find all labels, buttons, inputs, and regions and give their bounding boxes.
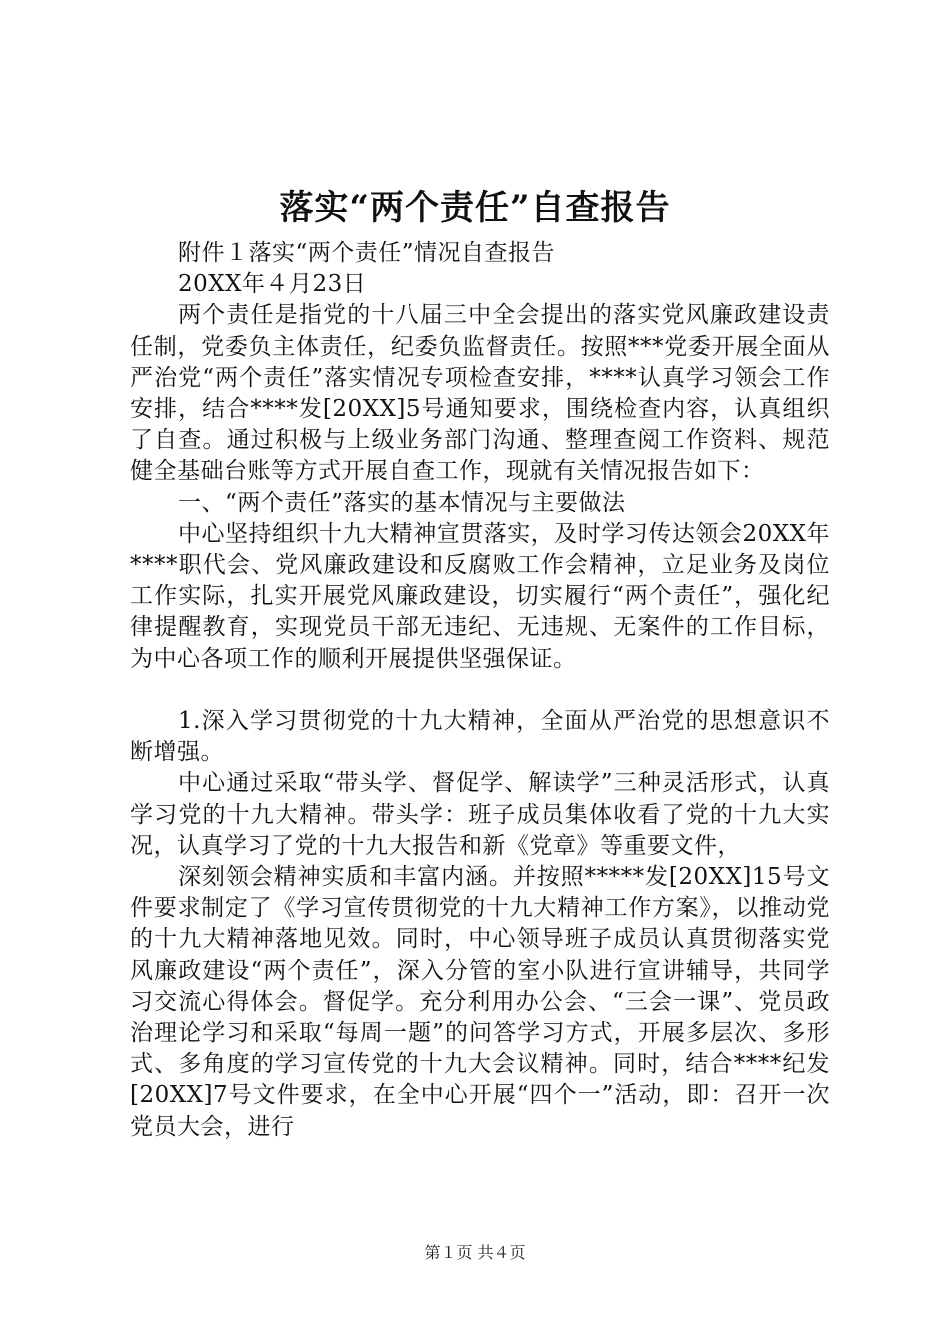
- intro-paragraph: 两个责任是指党的十八届三中全会提出的落实党风廉政建设责任制，党委负主体责任，纪委负监督责任。按照***党委开展全面从严治党“两个责任”落实情况专项检查安排，****认真学习领会工作安排，结合****发[20XX]5号通知要求，围绕检查内容，认真组织了自查。通过积极与上级业务部门沟通、整理查阅工作资料、规范健全基础台账等方式开展自查工作，现就有关情况报告如下：: [130, 302, 830, 485]
- section-heading: 一、“两个责任”落实的基本情况与主要做法: [178, 489, 626, 516]
- page-footer: 第１页 共４页: [424, 1243, 526, 1262]
- study-paragraph: 中心通过采取“带头学、督促学、解读学”三种灵活形式，认真学习党的十九大精神。带头学：班子成员集体收看了党的十九大实况，认真学习了党的十九大报告和新《党章》等重要文件，: [130, 770, 830, 859]
- document-body: [130, 238, 830, 1143]
- details-paragraph: 深刻领会精神实质和丰富内涵。并按照*****发[20XX]15号文件要求制定了《学习宣传贯彻党的十九大精神工作方案》，以推动党的十九大精神落地见效。同时，中心领导班子成员认真贯彻落实党风廉政建设“两个责任”，深入分管的室小队进行宣讲辅导，共同学习交流心得体会。督促学。充分利用办公会、“三会一课”、党员政治理论学习和采取“每周一题”的问答学习方式，开展多层次、多形式、多角度的学习宣传党的十九大会议精神。同时，结合****纪发[20XX]7号文件要求，在全中心开展“四个一”活动，即：召开一次党员大会，进行: [130, 864, 830, 1140]
- blank-line: [130, 675, 830, 706]
- subsection-heading: 1.深入学习贯彻党的十九大精神，全面从严治党的思想意识不断增强。: [130, 708, 830, 766]
- overview-paragraph: 中心坚持组织十九大精神宣贯落实，及时学习传达领会20XX年****职代会、党风廉政建设和反腐败工作会精神，立足业务及岗位工作实际，扎实开展党风廉政建设，切实履行“两个责任”，强化纪律提醒教育，实现党员干部无违纪、无违规、无案件的工作目标，为中心各项工作的顺利开展提供坚强保证。: [130, 520, 830, 672]
- date-line: 20XX年４月23日: [178, 271, 367, 298]
- document-title: 落实“两个责任”自查报告: [279, 188, 671, 228]
- attachment-line: 附件１落实“两个责任”情况自查报告: [178, 240, 556, 266]
